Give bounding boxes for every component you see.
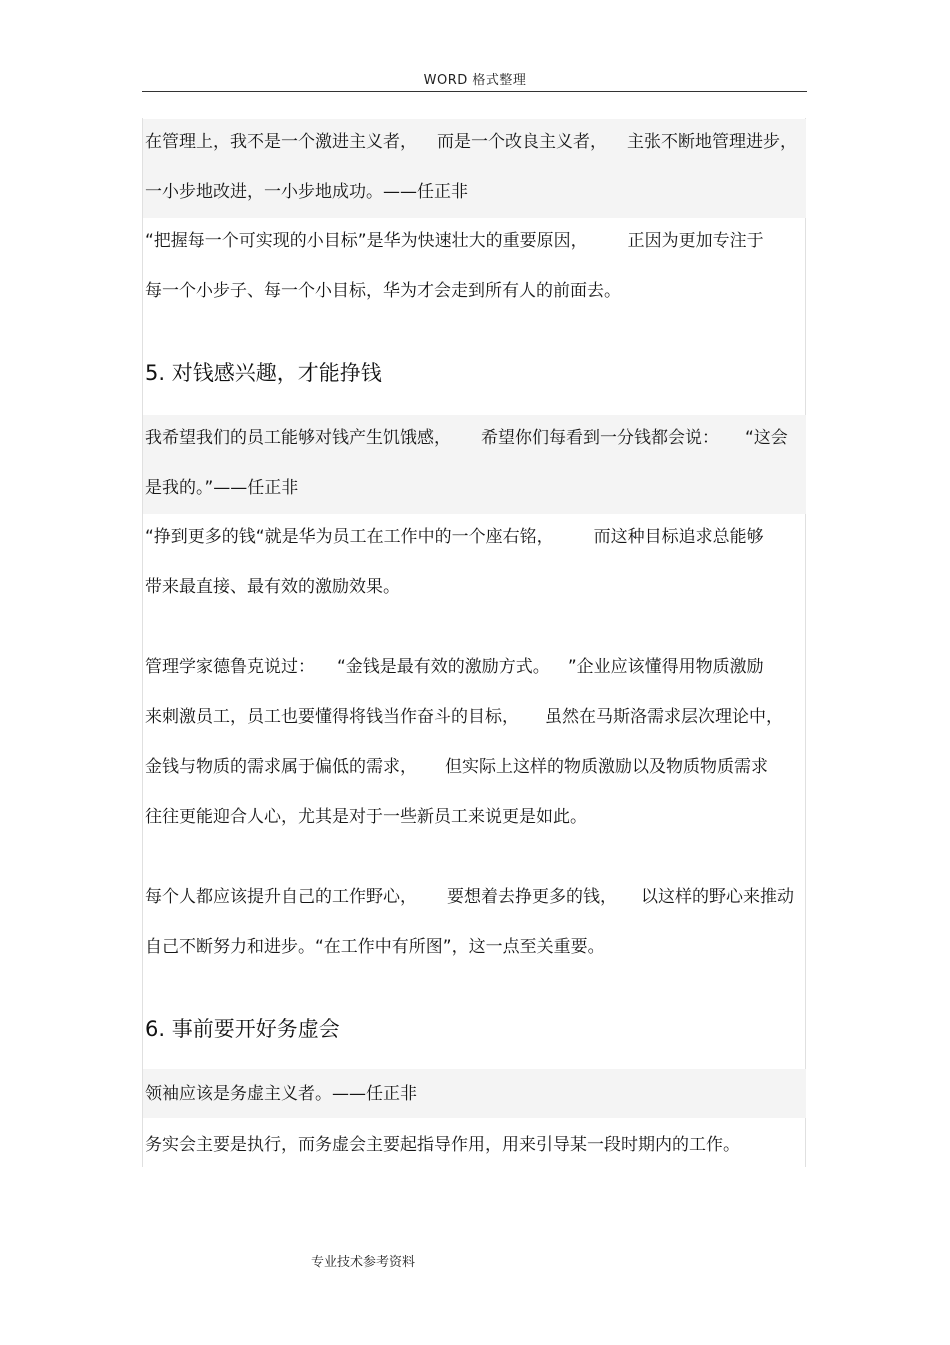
paragraph: [143, 514, 806, 609]
text-segment: “挣到更多的钱“就是华为员工在工作中的一个座右铭，: [145, 527, 554, 547]
header-rule: [142, 91, 807, 92]
paragraph: [143, 1118, 806, 1167]
paragraph-line: 一小步地改进，一小步地成功。——任正非: [145, 182, 468, 202]
text-segment: “把握每一个可实现的小目标”是华为快速壮大的重要原因，: [145, 231, 588, 251]
paragraph-line: [145, 132, 797, 152]
text-segment: 来刺激员工，员工也要懂得将钱当作奋斗的目标，: [145, 707, 519, 727]
quote-block: [143, 1069, 806, 1118]
text-segment: 虽然在马斯洛需求层次理论中，: [545, 707, 783, 727]
text-segment: “金钱是最有效的激励方式。: [337, 657, 550, 677]
paragraph-line: 领袖应该是务虚主义者。——任正非: [145, 1084, 417, 1104]
text-segment: ”企业应该懂得用物质激励: [567, 657, 764, 677]
paragraph-line: [145, 428, 788, 448]
text-segment: 要想着去挣更多的钱，: [447, 887, 617, 907]
paragraph-line: 自己不断努力和进步。“在工作中有所图”，这一点至关重要。: [145, 937, 605, 957]
text-segment: 但实际上这样的物质激励以及物质物质需求: [445, 757, 768, 777]
paragraph-line: 每一个小步子、每一个小目标，华为才会走到所有人的前面去。: [145, 281, 621, 301]
text-segment: 在管理上，我不是一个激进主义者，: [145, 132, 417, 152]
paragraph-line: [145, 231, 764, 251]
section-heading: 6. 事前要开好务虚会: [145, 1017, 340, 1041]
paragraph-line: 务实会主要是执行，而务虚会主要起指导作用，用来引导某一段时期内的工作。: [145, 1135, 740, 1155]
text-segment: 以这样的野心来推动: [641, 887, 794, 907]
text-segment: 每个人都应该提升自己的工作野心，: [145, 887, 417, 907]
paragraph-line: [145, 657, 764, 677]
paragraph: [143, 648, 806, 848]
text-segment: 而是一个改良主义者，: [437, 132, 607, 152]
paragraph-line: [145, 757, 768, 777]
document-body: [142, 118, 806, 1167]
text-segment: 正因为更加专注于: [627, 231, 764, 251]
paragraph-line: 是我的。”——任正非: [145, 478, 299, 498]
page-header: WORD 格式整理: [423, 73, 527, 88]
page-footer: 专业技术参考资料: [311, 1255, 416, 1270]
text-segment: 希望你们每看到一分钱都会说：: [481, 428, 719, 448]
text-segment: “这会: [745, 428, 788, 448]
text-segment: 主张不断地管理进步，: [627, 132, 797, 152]
quote-block: [143, 415, 806, 514]
text-segment: 而这种目标追求总能够: [593, 527, 764, 547]
paragraph: [143, 218, 806, 313]
text-segment: 金钱与物质的需求属于偏低的需求，: [145, 757, 417, 777]
paragraph-line: [145, 707, 783, 727]
text-segment: 我希望我们的员工能够对钱产生饥饿感，: [145, 428, 451, 448]
paragraph: [143, 878, 806, 978]
paragraph-line: [145, 887, 794, 907]
paragraph-line: 往往更能迎合人心，尤其是对于一些新员工来说更是如此。: [145, 807, 587, 827]
paragraph-line: 带来最直接、最有效的激励效果。: [145, 577, 400, 597]
quote-block: [143, 119, 806, 218]
text-segment: 管理学家德鲁克说过：: [145, 657, 315, 677]
section-heading: 5. 对钱感兴趣，才能挣钱: [145, 361, 382, 385]
paragraph-line: [145, 527, 764, 547]
